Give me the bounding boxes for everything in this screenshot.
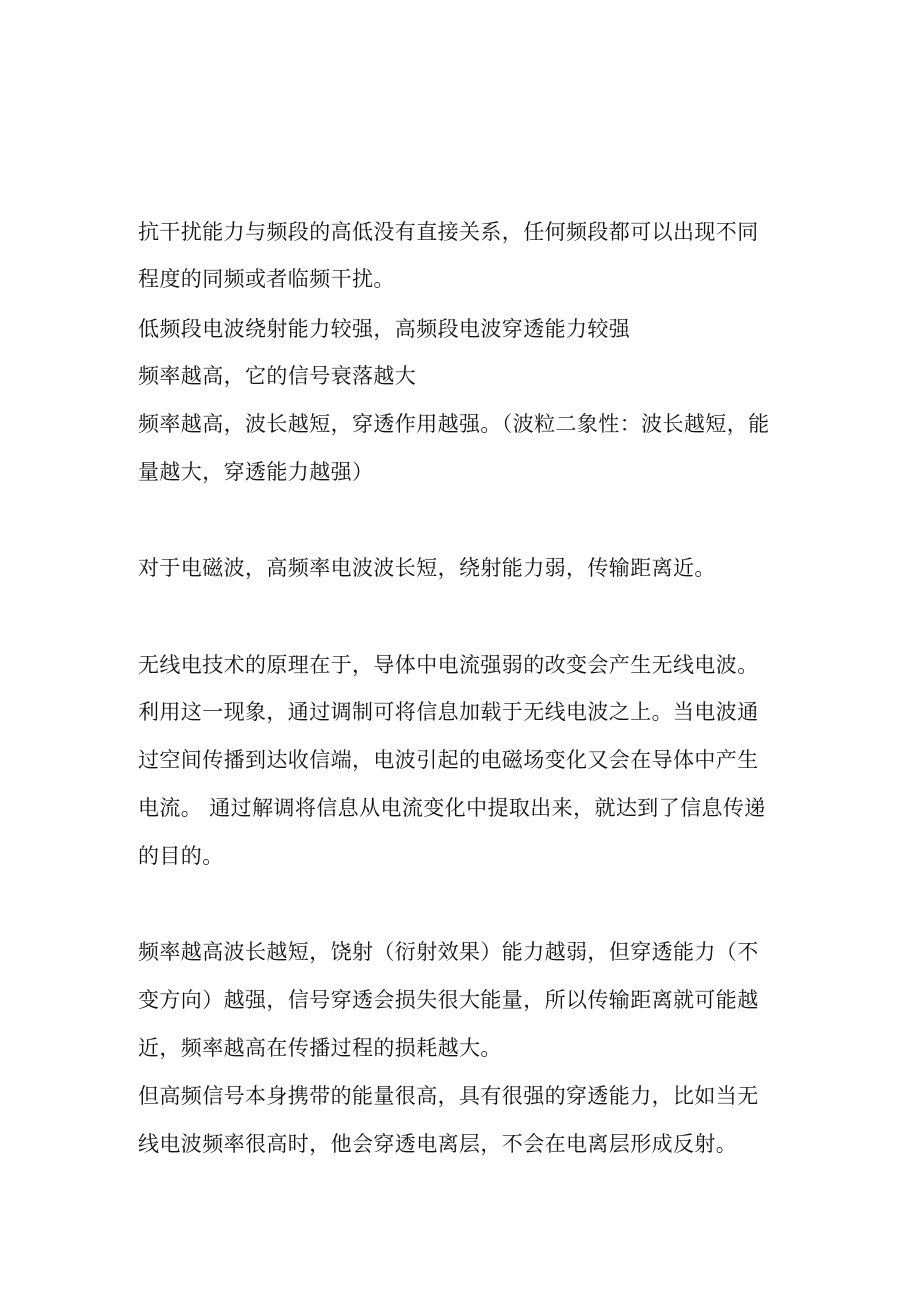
text-line: 抗干扰能力与频段的高低没有直接关系，任何频段都可以出现不同 bbox=[138, 220, 759, 244]
text-line: 程度的同频或者临频干扰。 bbox=[138, 267, 395, 291]
text-line: 对于电磁波，高频率电波波长短，绕射能力弱，传输距离近。 bbox=[138, 556, 716, 580]
text-line: 频率越高，波长越短，穿透作用越强。（波粒二象性：波长越短，能 bbox=[138, 412, 770, 436]
text-line: 量越大，穿透能力越强） bbox=[138, 460, 374, 484]
text-line: 过空间传播到达收信端，电波引起的电磁场变化又会在导体中产生 bbox=[138, 748, 759, 772]
text-line: 近，频率越高在传播过程的损耗越大。 bbox=[138, 1036, 502, 1060]
text-line: 频率越高波长越短，饶射（衍射效果）能力越弱，但穿透能力（不 bbox=[138, 940, 759, 964]
text-line: 但高频信号本身携带的能量很高，具有很强的穿透能力，比如当无 bbox=[138, 1084, 759, 1108]
text-line: 频率越高，它的信号衰落越大 bbox=[138, 364, 417, 388]
text-line: 电流。 通过解调将信息从电流变化中提取出来，就达到了信息传递 bbox=[138, 796, 766, 820]
text-line: 利用这一现象，通过调制可将信息加载于无线电波之上。当电波通 bbox=[138, 700, 759, 724]
text-line: 线电波频率很高时，他会穿透电离层，不会在电离层形成反射。 bbox=[138, 1132, 738, 1156]
text-line: 无线电技术的原理在于，导体中电流强弱的改变会产生无线电波。 bbox=[138, 653, 759, 677]
text-line: 的目的。 bbox=[138, 844, 224, 868]
text-line: 变方向）越强，信号穿透会损失很大能量，所以传输距离就可能越 bbox=[138, 988, 759, 1012]
text-line: 低频段电波绕射能力较强，高频段电波穿透能力较强 bbox=[138, 317, 631, 341]
